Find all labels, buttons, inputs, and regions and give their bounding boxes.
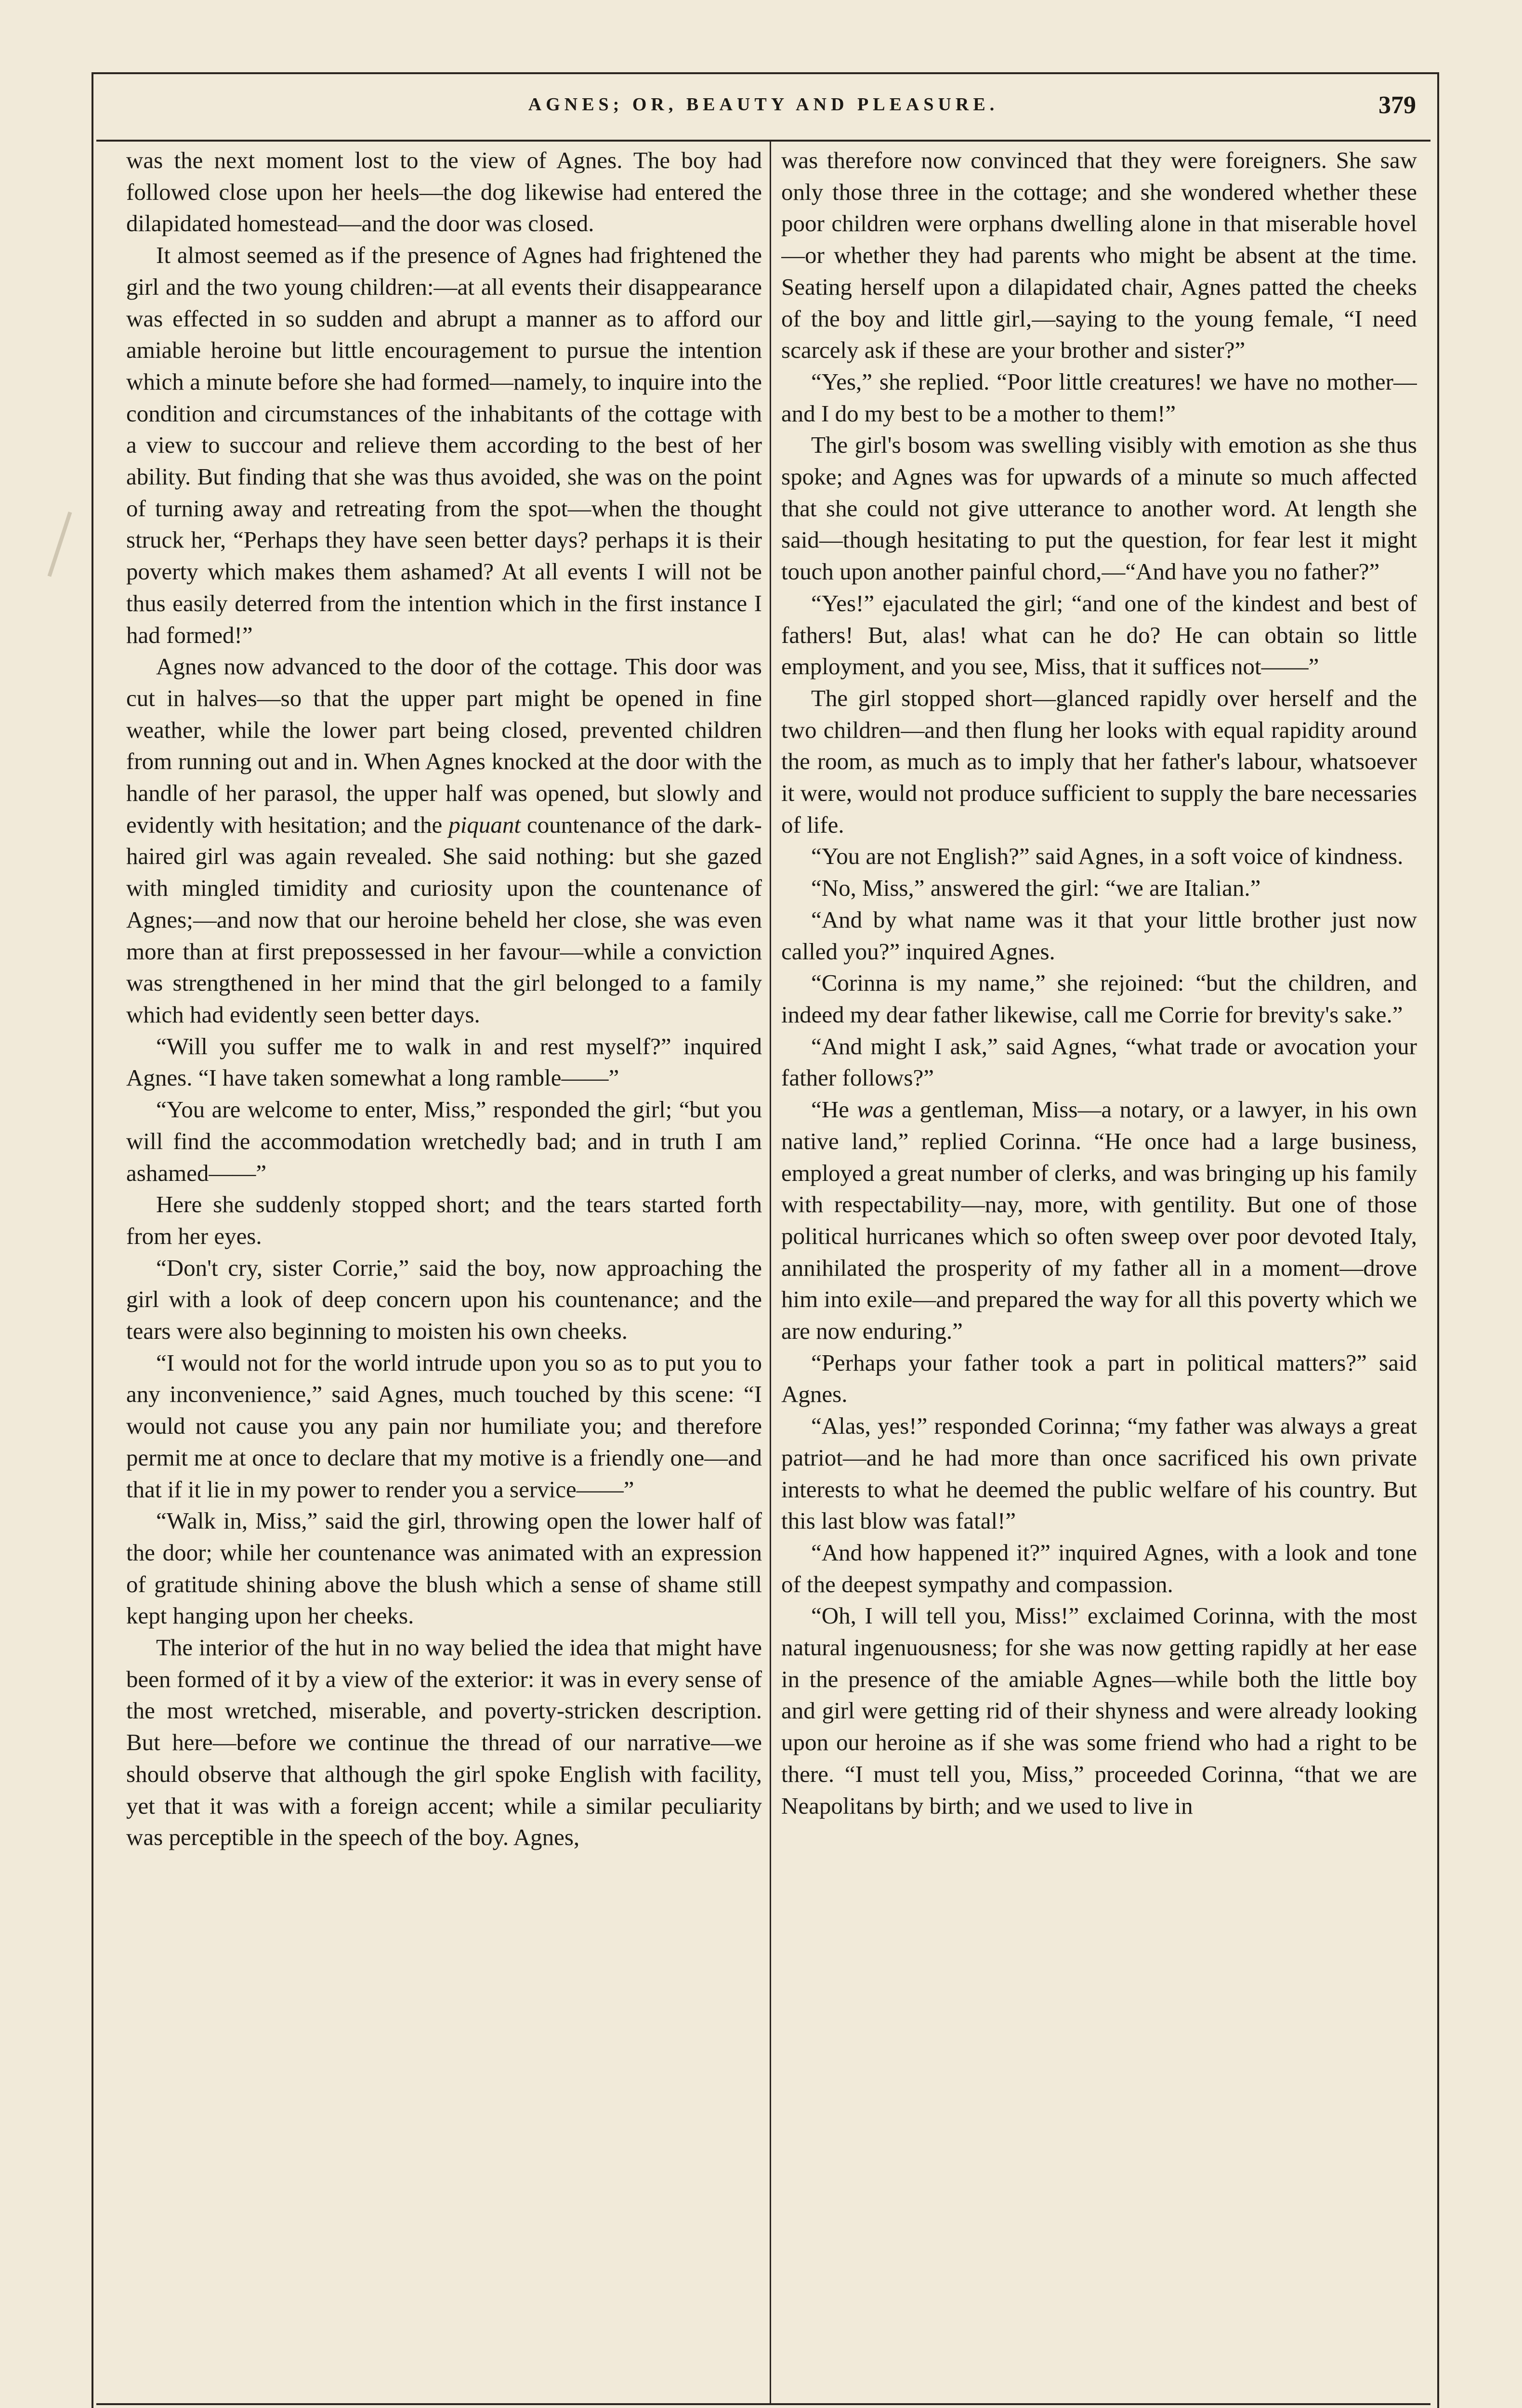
italic-word: was xyxy=(857,1096,894,1123)
paragraph xyxy=(781,1094,1417,1347)
paragraph: Here she suddenly stopped short; and the tears started forth from her eyes. xyxy=(126,1191,762,1249)
right-column xyxy=(781,144,1417,2389)
paragraph: “Corinna is my name,” she rejoined: “but the children, and indeed my dear father likewise, call me Corrie for brevity's sake.” xyxy=(781,969,1417,1028)
paragraph: It almost seemed as if the presence of Agnes had frightened the girl and the two young children:—at all events their disappearance was effected in so sudden and abrupt a manner as to afford our amiable heroine but little encouragement to pursue the intention which a minute before she had formed—namely, to inquire into the condition and circumstances of the inhabitants of the cottage with a view to succour and relieve them according to the best of her ability. But finding that she was thus avoided, she was on the point of turning away and retreating from the spot—when the thought struck her, “Perhaps they have seen better days? perhaps it is their poverty which makes them ashamed? At all events I will not be thus easily deterred from the intention which in the first instance I had formed!” xyxy=(126,242,762,648)
header-rule xyxy=(96,140,1430,142)
paragraph-text: Agnes now advanced to the door of the cottage. This door was cut in halves—so that the upper part might be opened in fine weather, while the lower part being closed, prevented children from running out and in. When Agnes knocked at the door with the handle of her parasol, the upper half was opened, but slowly and evidently with hesitation; and the xyxy=(126,653,762,838)
paragraph: The interior of the hut in no way belied the idea that might have been formed of it by a view of the exterior: it was in every sense of the most wretched, miserable, and poverty-stricken description. But here—before we continue the thread of our narrative—we should observe that although the girl spoke English with facility, yet that it was with a foreign accent; while a similar peculiarity was perceptible in the speech of the boy. Agnes, xyxy=(126,1634,762,1851)
paragraph-text: “He xyxy=(811,1096,857,1123)
paragraph: “You are welcome to enter, Miss,” responded the girl; “but you will find the accommodation wretchedly bad; and in truth I am ashamed——” xyxy=(126,1096,762,1186)
paragraph: “Will you suffer me to walk in and rest myself?” inquired Agnes. “I have taken somewhat a long ramble——” xyxy=(126,1033,762,1091)
paragraph: was the next moment lost to the view of Agnes. The boy had followed close upon her heels—the dog likewise had entered the dilapidated homestead—and the door was closed. xyxy=(126,147,762,237)
paragraph: “And by what name was it that your little brother just now called you?” inquired Agnes. xyxy=(781,906,1417,965)
paragraph xyxy=(126,651,762,1030)
margin-pencil-mark xyxy=(48,511,72,577)
paragraph: “And how happened it?” inquired Agnes, with a look and tone of the deepest sympathy and compassion. xyxy=(781,1539,1417,1597)
italic-word: piquant xyxy=(448,811,521,838)
paragraph: “And might I ask,” said Agnes, “what trade or avocation your father follows?” xyxy=(781,1033,1417,1091)
paragraph: “Walk in, Miss,” said the girl, throwing open the lower half of the door; while her countenance was animated with an expression of gratitude shining above the blush which a sense of shame still kept hanging upon her cheeks. xyxy=(126,1507,762,1629)
paragraph: The girl stopped short—glanced rapidly over herself and the two children—and then flung her looks with equal rapidity around the room, as much as to imply that her father's labour, whatsoever it were, would not produce sufficient to supply the bare necessaries of life. xyxy=(781,684,1417,838)
paragraph: “No, Miss,” answered the girl: “we are Italian.” xyxy=(811,875,1261,902)
paragraph: The girl's bosom was swelling visibly with emotion as she thus spoke; and Agnes was for upwards of a minute so much affected that she could not give utterance to another word. At length she said—though hesitating to put the question, for fear lest it might touch upon another painful chord,—“And have you no father?” xyxy=(781,432,1417,585)
column-divider xyxy=(770,142,771,2403)
paragraph: “Alas, yes!” responded Corinna; “my father was always a great patriot—and he had more than once sacrificed his own private interests to what he deemed the public welfare of his country. But this last blow was fatal!” xyxy=(781,1413,1417,1534)
running-head xyxy=(92,94,1435,132)
paragraph: “Yes,” she replied. “Poor little creatures! we have no mother—and I do my best to be a mother to them!” xyxy=(781,368,1417,427)
running-title: AGNES; OR, BEAUTY AND PLEASURE. xyxy=(528,94,999,115)
footer-rule xyxy=(96,2403,1430,2405)
paragraph-text: countenance of the dark-haired girl was again revealed. She said nothing: but she gazed with mingled timidity and curiosity upon the countenance of Agnes;—and now that our heroine beheld her close, she was even more than at first prepossessed in her favour—while a conviction was strengthened in her mind that the girl belonged to a family which had evidently seen better days. xyxy=(126,811,762,1028)
page-number: 379 xyxy=(1378,92,1416,119)
left-column xyxy=(126,144,762,2389)
paragraph: “Yes!” ejaculated the girl; “and one of the kindest and best of fathers! But, alas! what can he do? He can obtain so little employment, and you see, Miss, that it suffices not——” xyxy=(781,589,1417,680)
paragraph: “Don't cry, sister Corrie,” said the boy, now approaching the girl with a look of deep concern upon his countenance; and the tears were also beginning to moisten his own cheeks. xyxy=(126,1254,762,1345)
paragraph-text: a gentleman, Miss—a notary, or a lawyer, in his own native land,” replied Corinna. “He once had a large business, employed a great number of clerks, and was bringing up his family with respectability—nay, more, with gentility. But one of those political hurricanes which so often sweep over poor devoted Italy, annihilated the prosperity of my father all in a moment—drove him into exile—and prepared the way for all this poverty which we are now enduring.” xyxy=(781,1096,1417,1345)
paragraph: “I would not for the world intrude upon you so as to put you to any inconvenience,” said Agnes, much touched by this scene: “I would not cause you any pain nor humiliate you; and therefore permit me at once to declare that my motive is a friendly one—and that if it lie in my power to render you a service——” xyxy=(126,1349,762,1503)
paragraph: “You are not English?” said Agnes, in a soft voice of kindness. xyxy=(811,843,1404,870)
paragraph: “Oh, I will tell you, Miss!” exclaimed Corinna, with the most natural ingenuousness; for she was now getting rapidly at her ease in the presence of the amiable Agnes—while both the little boy and girl were getting rid of their shyness and were already looking upon our heroine as if she was some friend who had a right to be there. “I must tell you, Miss,” proceeded Corinna, “that we are Neapolitans by birth; and we used to live in xyxy=(781,1602,1417,1819)
paragraph: was therefore now convinced that they were foreigners. She saw only those three in the cottage; and she wondered whether these poor children were orphans dwelling alone in that miserable hovel—or whether they had parents who might be absent at the time. Seating herself upon a dilapidated chair, Agnes patted the cheeks of the boy and little girl,—saying to the young female, “I need scarcely ask if these are your brother and sister?” xyxy=(781,147,1417,364)
paragraph: “Perhaps your father took a part in political matters?” said Agnes. xyxy=(781,1349,1417,1408)
